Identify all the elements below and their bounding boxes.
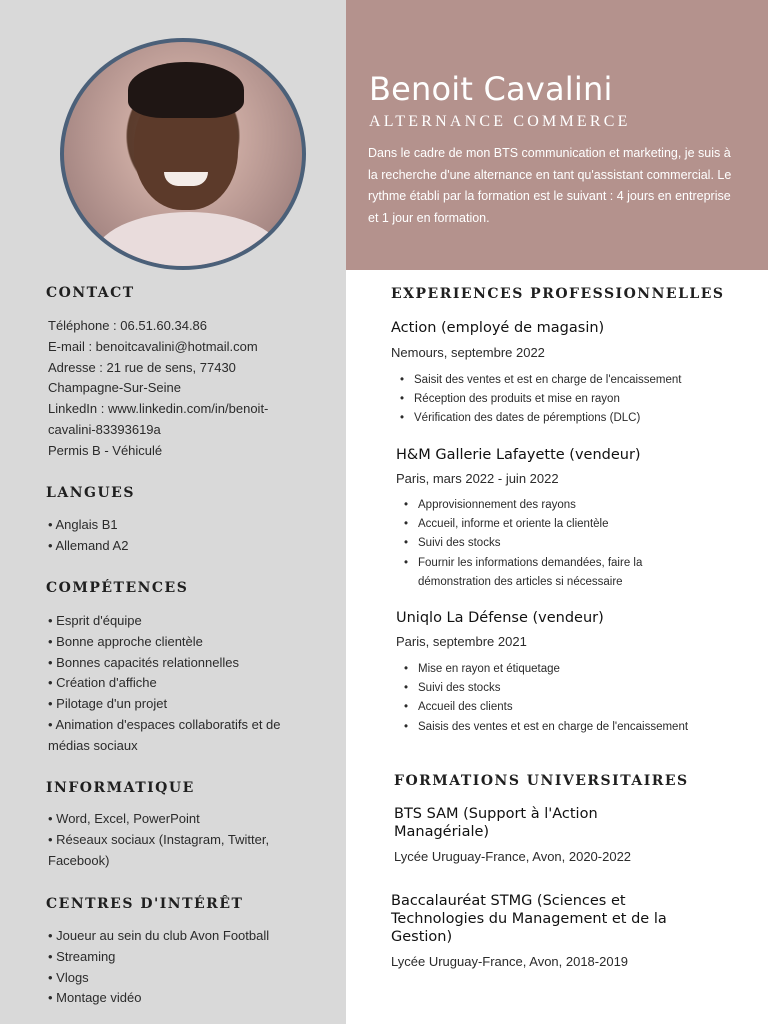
profile-summary: Dans le cadre de mon BTS communication et marketing, je suis à la recherche d'une alternance en tant qu'assistant commercial. Le rythme établi par la formation est le suivant : 4 jours en entreprise et 1 jour en formation. <box>368 146 732 226</box>
list-item: • Fournir les informations demandées, faire la <box>396 554 756 573</box>
list-item: • Streaming <box>48 948 116 964</box>
contact-linkedin: LinkedIn : www.linkedin.com/in/benoit- <box>48 401 269 417</box>
list-item: • Vérification des dates de péremptions (DLC) <box>392 409 752 428</box>
formation-subtitle: Lycée Uruguay-France, Avon, 2020-2022 <box>394 849 632 864</box>
job-target-title: ALTERNANCE COMMERCE <box>369 113 631 130</box>
list-item: • Saisis des ventes et est en charge de l'encaissement <box>396 718 756 737</box>
job-bullets <box>396 660 756 737</box>
experiences-heading: EXPERIENCES PROFESSIONNELLES <box>391 286 725 302</box>
job-subtitle: Paris, mars 2022 - juin 2022 <box>396 471 559 486</box>
list-item: • Vlogs <box>48 969 89 985</box>
list-item: • Suivi des stocks <box>396 679 756 698</box>
candidate-name: Benoit Cavalini <box>369 70 613 108</box>
formation-title <box>394 805 598 841</box>
formation-title-line: Technologies du Management et de la <box>391 911 667 927</box>
job-title: Action (employé de magasin) <box>391 320 605 336</box>
list-item: • Bonne approche clientèle <box>48 633 203 649</box>
list-item: • Joueur au sein du club Avon Football <box>48 928 270 943</box>
langues-heading: LANGUES <box>46 485 135 501</box>
contact-address-city: Champagne-Sur-Seine <box>48 380 181 396</box>
formation-title-line: BTS SAM (Support à l'Action <box>394 806 598 822</box>
formation-subtitle: Lycée Uruguay-France, Avon, 2018-2019 <box>391 954 629 969</box>
formation-title <box>391 892 667 946</box>
list-item: médias sociaux <box>48 737 138 753</box>
contact-address: Adresse : 21 rue de sens, 77430 <box>48 359 236 375</box>
job-title: H&M Gallerie Lafayette (vendeur) <box>396 447 641 463</box>
interets-heading: CENTRES D'INTÉRÊT <box>46 896 244 912</box>
list-item: • Suivi des stocks <box>396 534 756 553</box>
list-item: • Réception des produits et mise en rayon <box>392 390 752 409</box>
list-item: • Bonnes capacités relationnelles <box>48 654 240 670</box>
formation-title-line: Baccalauréat STMG (Sciences et <box>391 893 626 909</box>
formation-title-line: Managériale) <box>394 824 490 840</box>
list-item: • Pilotage d'un projet <box>48 696 168 712</box>
formations-heading: FORMATIONS UNIVERSITAIRES <box>394 773 689 789</box>
list-item: • Allemand A2 <box>48 537 129 553</box>
contact-heading: CONTACT <box>46 285 135 301</box>
list-item: • Montage vidéo <box>48 990 142 1006</box>
list-item: • Animation d'espaces collaboratifs et de <box>48 716 281 732</box>
informatique-heading: INFORMATIQUE <box>46 780 195 796</box>
informatique-list <box>48 809 338 871</box>
list-item-cont: démonstration des articles si nécessaire <box>418 575 623 588</box>
formation-title-line: Gestion) <box>391 929 453 945</box>
interets-list <box>48 926 338 1009</box>
job-bullets <box>392 371 752 429</box>
list-item: • Anglais B1 <box>48 517 118 532</box>
list-item: • Esprit d'équipe <box>48 613 142 628</box>
list-item: • Accueil, informe et oriente la clientèle <box>396 515 756 534</box>
list-item: Facebook) <box>48 852 110 868</box>
langues-list <box>48 515 338 557</box>
list-item: • Mise en rayon et étiquetage <box>396 660 756 679</box>
list-item: • Création d'affiche <box>48 675 157 691</box>
profile-photo <box>60 38 306 270</box>
job-subtitle: Paris, septembre 2021 <box>396 634 527 649</box>
job-bullets <box>396 496 756 592</box>
list-item: • Word, Excel, PowerPoint <box>48 811 200 826</box>
contact-linkedin-cont: cavalini-83393619a <box>48 421 161 437</box>
competences-heading: COMPÉTENCES <box>46 580 189 596</box>
contact-list <box>48 316 338 462</box>
list-item: • Accueil des clients <box>396 698 756 717</box>
list-item: • Approvisionnement des rayons <box>396 496 756 515</box>
competences-list <box>48 611 338 757</box>
list-item: • Réseaux sociaux (Instagram, Twitter, <box>48 831 270 847</box>
job-title: Uniqlo La Défense (vendeur) <box>396 610 604 626</box>
job-subtitle: Nemours, septembre 2022 <box>391 345 545 360</box>
contact-email: E-mail : benoitcavalini@hotmail.com <box>48 338 258 354</box>
list-item: • Saisit des ventes et est en charge de l'encaissement <box>392 371 752 390</box>
contact-phone: Téléphone : 06.51.60.34.86 <box>48 318 208 333</box>
contact-license: Permis B - Véhiculé <box>48 442 163 458</box>
